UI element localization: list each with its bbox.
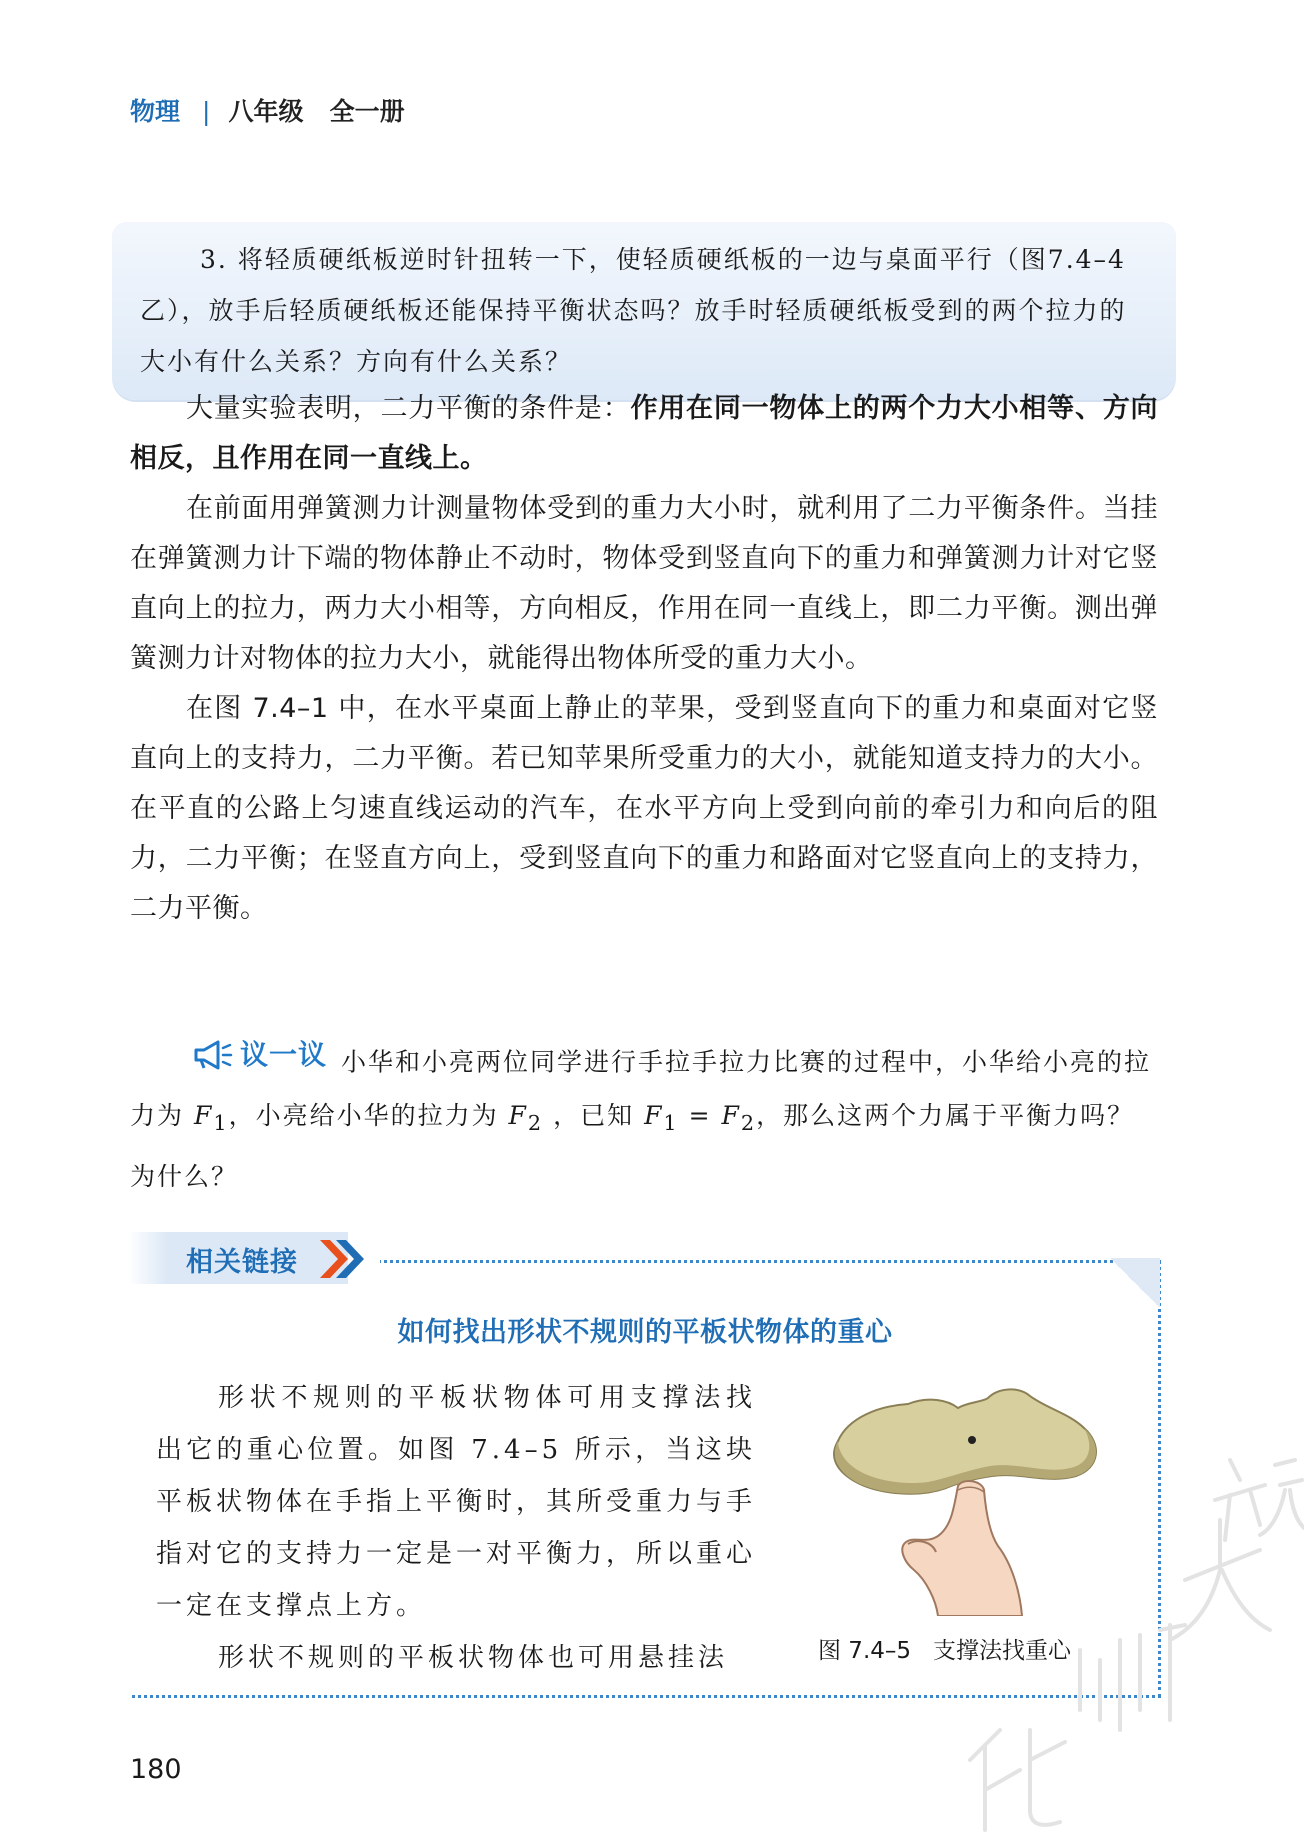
link-text: [156, 1372, 756, 1684]
discuss-tag: [192, 1028, 327, 1081]
paragraph-spring-scale: 在前面用弹簧测力计测量物体受到的重力大小时，就利用了二力平衡条件。当挂在弹簧测力计下端的物体静止不动时，物体受到竖直向下的重力和弹簧测力计对它竖直向上的拉力，两力大小相等，方向相反，作用在同一直线上，即二力平衡。测出弹簧测力计对物体的拉力大小，就能得出物体所受的重力大小。: [130, 493, 1158, 674]
page-header: [130, 92, 405, 128]
link-title: 如何找出形状不规则的平板状物体的重心: [397, 1317, 893, 1348]
discuss-text-a: 小华和小亮两位同学进行手拉手拉力比赛的过程中，小华给小亮的拉力为: [130, 1047, 1152, 1130]
header-separator: |: [202, 97, 211, 126]
double-chevron-icon: [316, 1236, 370, 1282]
eq-f1: F: [644, 1100, 664, 1130]
paragraph-conclusion: [130, 384, 1158, 484]
force-f1: F: [193, 1100, 214, 1130]
figure-caption-text: 支撑法找重心: [933, 1638, 1072, 1664]
link-paragraph-1: 形状不规则的平板状物体可用支撑法找出它的重心位置。如图 7.4–5 所示，当这块平板状物体在手指上平衡时，其所受重力与手指对它的支持力一定是一对平衡力，所以重心一定在支撑点上方。: [156, 1383, 757, 1621]
eq-f1-sub: 1: [663, 1110, 679, 1135]
grade-label: 八年级 全一册: [228, 97, 405, 126]
publisher-watermark: [930, 1430, 1304, 1842]
eq-f2: F: [721, 1100, 741, 1130]
force-f2: F: [508, 1100, 528, 1130]
force-f1-sub: 1: [213, 1110, 229, 1135]
box-corner-fold: [1110, 1258, 1160, 1308]
discuss-text-b: ，小亮给小华的拉力为: [228, 1100, 509, 1130]
conclusion-bold: 作用在同一物体上的两个力大小相等、方向相反，且作用在同一直线上。: [130, 393, 1159, 474]
discuss-text-d: ，那么这两个力属于平衡力吗？为什么？: [130, 1100, 1135, 1191]
eq-sign: =: [678, 1100, 722, 1130]
figure-number: 图 7.4–5: [818, 1638, 912, 1664]
link-paragraph-2: 形状不规则的平板状物体也可用悬挂法: [218, 1643, 729, 1673]
paragraph-examples: 在图 7.4–1 中，在水平桌面上静止的苹果，受到竖直向下的重力和桌面对它竖直向上的支持力，二力平衡。若已知苹果所受重力的大小，就能知道支持力的大小。在平直的公路上匀速直线运动的汽车，在水平方向上受到向前的牵引力和向后的阻力，二力平衡；在竖直方向上，受到竖直向下的重力和路面对它竖直向上的支持力，二力平衡。: [130, 693, 1158, 924]
discuss-tag-label: 议一议: [240, 1038, 328, 1071]
subject-label: 物理: [130, 97, 181, 126]
related-link-label: 相关链接: [186, 1247, 298, 1278]
eq-f2-sub: 2: [740, 1110, 757, 1135]
megaphone-icon: [192, 1039, 236, 1071]
page-number: 180: [130, 1754, 182, 1785]
discuss-section: [130, 1028, 1158, 1203]
force-f2-sub: 2: [527, 1110, 544, 1135]
discuss-text-c: ，已知: [543, 1100, 645, 1130]
main-text: [130, 384, 1158, 934]
experiment-step-3: 3. 将轻质硬纸板逆时针扭转一下，使轻质硬纸板的一边与桌面平行（图7.4–4 乙），放手后轻质硬纸板还能保持平衡状态吗？放手时轻质硬纸板受到的两个拉力的大小有什么关系？方向有什么关系？: [140, 245, 1127, 376]
conclusion-lead: 大量实验表明，二力平衡的条件是：: [186, 393, 631, 424]
